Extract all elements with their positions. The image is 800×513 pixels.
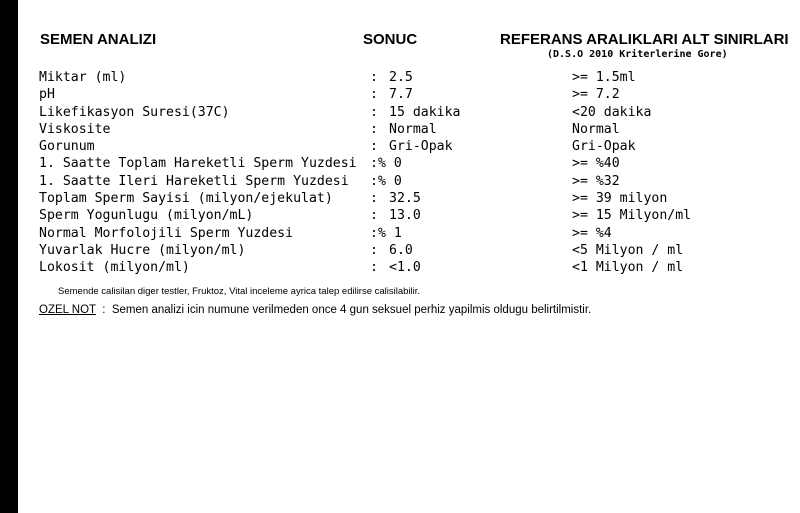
test-name: Normal Morfolojili Sperm Yuzdesi: [39, 225, 294, 241]
header-test-name: SEMEN ANALIZI: [40, 31, 157, 48]
table-row: [39, 242, 789, 259]
test-name: 1. Saatte Ileri Hareketli Sperm Yuzdesi: [39, 173, 349, 189]
separator: :: [370, 121, 378, 137]
reference-value: <5 Milyon / ml: [572, 242, 684, 258]
table-row: [39, 173, 789, 190]
reference-value: Normal: [572, 121, 620, 137]
result-value: :% 1: [370, 225, 402, 241]
table-row: [39, 207, 789, 224]
test-name: pH: [39, 87, 55, 103]
test-name: Lokosit (milyon/ml): [39, 260, 190, 276]
test-name: Toplam Sperm Sayisi (milyon/ejekulat): [39, 191, 333, 207]
result-value: 32.5: [389, 191, 421, 207]
reference-value: >= 15 Milyon/ml: [572, 208, 692, 224]
result-value: Normal: [389, 121, 437, 137]
test-name: Likefikasyon Suresi(37C): [39, 104, 230, 120]
table-row: [39, 69, 789, 86]
special-note: [39, 304, 591, 316]
test-name: Viskosite: [39, 121, 111, 137]
table-row: [39, 190, 789, 207]
result-value: Gri-Opak: [389, 139, 453, 155]
reference-value: Gri-Opak: [572, 139, 636, 155]
special-note-text: : Semen analizi icin numune verilmeden once 4 gun seksuel perhiz yapilmis oldugu belirtilmistir.: [95, 304, 592, 316]
separator: :: [370, 70, 378, 85]
reference-value: <1 Milyon / ml: [572, 260, 684, 276]
result-value: 15 dakika: [389, 104, 461, 120]
result-value: <1.0: [389, 260, 421, 276]
additional-tests-note: Semende calisilan diger testler, Fruktoz, Vital inceleme ayrica talep edilirse calisilabilir.: [58, 286, 421, 297]
reference-value: >= %4: [572, 225, 612, 241]
result-value: 6.0: [389, 242, 413, 258]
report-page: [18, 0, 800, 513]
table-row: [39, 121, 789, 138]
table-row: [39, 86, 789, 103]
reference-value: >= 39 milyon: [572, 191, 668, 207]
test-name: Sperm Yogunlugu (milyon/mL): [39, 208, 254, 224]
special-note-label: OZEL NOT: [39, 304, 96, 316]
reference-value: >= 1.5ml: [572, 70, 636, 85]
test-name: Yuvarlak Hucre (milyon/ml): [39, 242, 246, 258]
test-name: 1. Saatte Toplam Hareketli Sperm Yuzdesi: [39, 156, 357, 172]
table-row: [39, 138, 789, 155]
results-table: [39, 69, 789, 277]
table-row: [39, 225, 789, 242]
test-name: Gorunum: [39, 139, 95, 155]
header-reference: REFERANS ARALIKLARI ALT SINIRLARI: [500, 31, 789, 48]
separator: :: [370, 260, 378, 276]
result-value: :% 0: [370, 156, 402, 172]
test-name: Miktar (ml): [39, 70, 127, 85]
header-result: SONUC: [363, 31, 418, 48]
reference-value: >= %40: [572, 156, 620, 172]
reference-value: <20 dakika: [572, 104, 652, 120]
table-row: [39, 155, 789, 172]
separator: :: [370, 191, 378, 207]
result-value: 2.5: [389, 70, 413, 85]
table-row: [39, 259, 789, 276]
separator: :: [370, 139, 378, 155]
reference-value: >= %32: [572, 173, 620, 189]
result-value: 13.0: [389, 208, 421, 224]
separator: :: [370, 104, 378, 120]
table-row: [39, 104, 789, 121]
separator: :: [370, 208, 378, 224]
header-reference-subtitle: (D.S.O 2010 Kriterlerine Gore): [547, 49, 728, 60]
separator: :: [370, 87, 378, 103]
separator: :: [370, 242, 378, 258]
reference-value: >= 7.2: [572, 87, 620, 103]
result-value: :% 0: [370, 173, 402, 189]
result-value: 7.7: [389, 87, 413, 103]
